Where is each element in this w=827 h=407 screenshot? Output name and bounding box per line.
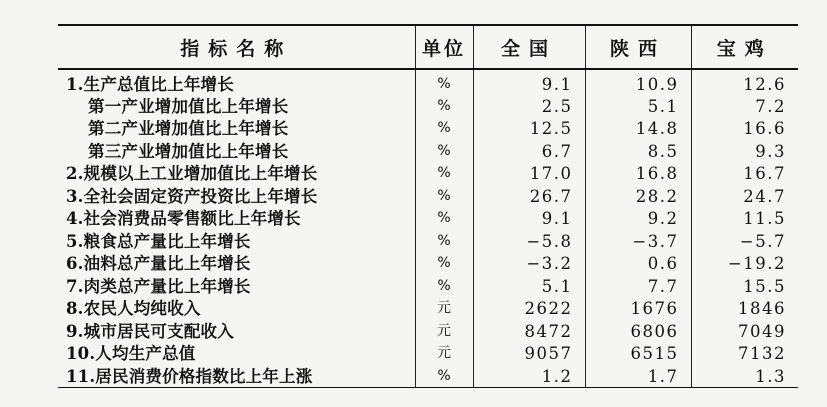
unit-cell: %: [415, 95, 473, 118]
shaanxi-value-cell: 10.9: [585, 69, 691, 95]
unit-cell: 元: [415, 343, 473, 366]
national-value-cell: 17.0: [473, 163, 585, 186]
shaanxi-value-cell: 9.2: [585, 208, 691, 231]
statistics-table: [58, 24, 798, 388]
national-value-cell: 26.7: [473, 185, 585, 208]
table-body: [58, 69, 798, 388]
table-row: [58, 118, 798, 141]
baoji-value-cell: 16.7: [691, 163, 798, 186]
indicator-name-cell: 2.规模以上工业增加值比上年增长: [66, 164, 318, 184]
table-row: [58, 185, 798, 208]
shaanxi-value-cell: 16.8: [585, 163, 691, 186]
indicator-name-cell: 7.肉类总产量比上年增长: [66, 276, 251, 296]
national-value-cell: 9057: [473, 343, 585, 366]
baoji-value-cell: 7.2: [691, 95, 798, 118]
shaanxi-value-cell: 6806: [585, 320, 691, 343]
indicator-name-cell: 第一产业增加值比上年增长: [88, 96, 289, 116]
national-value-cell: 2.5: [473, 95, 585, 118]
shaanxi-value-cell: 28.2: [585, 185, 691, 208]
indicator-name-cell: 3.全社会固定资产投资比上年增长: [66, 186, 318, 206]
national-value-cell: 12.5: [473, 118, 585, 141]
national-value-cell: 5.1: [473, 275, 585, 298]
national-value-cell: 6.7: [473, 140, 585, 163]
national-value-cell: 9.1: [473, 208, 585, 231]
unit-cell: %: [415, 69, 473, 95]
baoji-value-cell: 24.7: [691, 185, 798, 208]
indicator-name-cell: 8.农民人均纯收入: [66, 299, 201, 319]
table-row: [58, 298, 798, 321]
unit-cell: %: [415, 230, 473, 253]
shaanxi-value-cell: 5.1: [585, 95, 691, 118]
shaanxi-value-cell: −3.7: [585, 230, 691, 253]
table-row: [58, 230, 798, 253]
shaanxi-value-cell: 6515: [585, 343, 691, 366]
baoji-value-cell: 7049: [691, 320, 798, 343]
indicator-name-cell: 11.居民消费价格指数比上年上涨: [58, 365, 415, 388]
table-row: [58, 95, 798, 118]
table-row: [58, 365, 798, 388]
table-row: [58, 320, 798, 343]
table-row: [58, 163, 798, 186]
shaanxi-value-cell: 1676: [585, 298, 691, 321]
indicator-name-cell: 9.城市居民可支配收入: [66, 321, 234, 341]
national-value-cell: −3.2: [473, 253, 585, 276]
national-value-cell: −5.8: [473, 230, 585, 253]
indicator-name-cell: 10.人均生产总值: [66, 344, 196, 364]
unit-cell: %: [415, 275, 473, 298]
table-row: [58, 69, 798, 95]
unit-cell: %: [415, 365, 473, 388]
table-row: [58, 140, 798, 163]
national-value-cell: 9.1: [473, 69, 585, 95]
header-national: 全国: [473, 25, 585, 69]
unit-cell: %: [415, 163, 473, 186]
header-indicator-name: 指标名称: [58, 25, 415, 69]
header-baoji: 宝鸡: [691, 25, 798, 69]
shaanxi-value-cell: 7.7: [585, 275, 691, 298]
baoji-value-cell: 16.6: [691, 118, 798, 141]
table-header-row: [58, 25, 798, 69]
baoji-value-cell: −5.7: [691, 230, 798, 253]
indicator-name-cell: 6.油料总产量比上年增长: [66, 254, 251, 274]
indicator-name-cell: 5.粮食总产量比上年增长: [66, 231, 251, 251]
unit-cell: %: [415, 208, 473, 231]
national-value-cell: 2622: [473, 298, 585, 321]
indicator-name-cell: 1.生产总值比上年增长: [66, 75, 234, 94]
indicator-name-cell: 4.社会消费品零售额比上年增长: [66, 209, 301, 229]
national-value-cell: 1.2: [473, 365, 585, 388]
baoji-value-cell: 9.3: [691, 140, 798, 163]
baoji-value-cell: 1846: [691, 298, 798, 321]
indicator-name-cell: 第二产业增加值比上年增长: [88, 119, 289, 139]
table-row: [58, 253, 798, 276]
unit-cell: %: [415, 140, 473, 163]
baoji-value-cell: 11.5: [691, 208, 798, 231]
header-shaanxi: 陕西: [585, 25, 691, 69]
baoji-value-cell: 15.5: [691, 275, 798, 298]
unit-cell: 元: [415, 298, 473, 321]
national-value-cell: 8472: [473, 320, 585, 343]
unit-cell: %: [415, 253, 473, 276]
unit-cell: %: [415, 118, 473, 141]
shaanxi-value-cell: 0.6: [585, 253, 691, 276]
baoji-value-cell: −19.2: [691, 253, 798, 276]
baoji-value-cell: 1.3: [691, 365, 798, 388]
table-row: [58, 275, 798, 298]
indicator-name-cell: 第三产业增加值比上年增长: [88, 141, 289, 161]
baoji-value-cell: 12.6: [691, 69, 798, 95]
shaanxi-value-cell: 1.7: [585, 365, 691, 388]
unit-cell: 元: [415, 320, 473, 343]
baoji-value-cell: 7132: [691, 343, 798, 366]
shaanxi-value-cell: 8.5: [585, 140, 691, 163]
header-unit: 单位: [415, 25, 473, 69]
shaanxi-value-cell: 14.8: [585, 118, 691, 141]
unit-cell: %: [415, 185, 473, 208]
table-row: [58, 343, 798, 366]
table-row: [58, 208, 798, 231]
